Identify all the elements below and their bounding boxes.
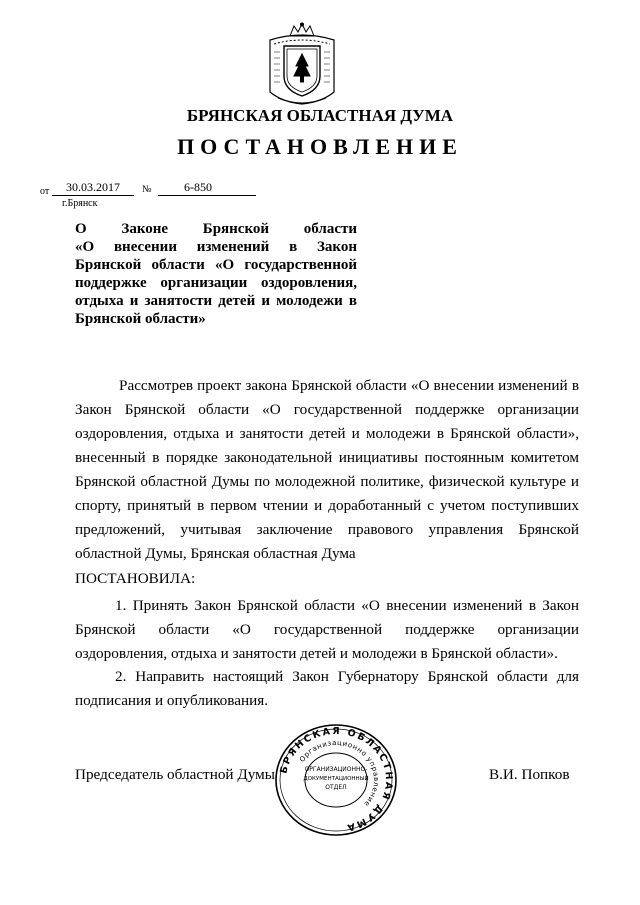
official-stamp xyxy=(274,723,398,837)
paragraph-line: областной Думы, Брянская областная Дума xyxy=(75,545,356,562)
subject-line: «О внесении изменений в Закон xyxy=(75,239,357,255)
coat-of-arms-emblem xyxy=(262,22,342,108)
subject-line: Брянской области» xyxy=(75,311,206,327)
subject-line: О Законе Брянской области xyxy=(75,221,357,237)
decision-item-1 xyxy=(75,594,579,666)
item-line: Брянской области «О государственной поддержке организации xyxy=(75,621,579,638)
organization-name: БРЯНСКАЯ ОБЛАСТНАЯ ДУМА xyxy=(186,106,454,125)
svg-text:Организационно управление xyxy=(298,739,380,808)
document-date: 30.03.2017 xyxy=(52,180,134,196)
document-type-title: ПОСТАНОВЛЕНИЕ xyxy=(177,134,463,159)
signer-title: Председатель областной Думы xyxy=(75,766,275,783)
decision-item-2 xyxy=(75,665,579,713)
preamble-paragraph xyxy=(75,374,579,566)
number-prefix: № xyxy=(142,184,152,195)
paragraph-line: спорту, принятый в первом чтении и доработанный с учетом поступивших xyxy=(75,497,579,514)
item-line: подписания и опубликования. xyxy=(75,692,269,709)
stamp-outer-text: БРЯНСКАЯ ОБЛАСТНАЯ ДУМА xyxy=(278,725,395,834)
decree-word: ПОСТАНОВИЛА: xyxy=(75,570,196,587)
date-prefix: от xyxy=(40,186,50,197)
document-number: 6-850 xyxy=(158,180,256,196)
item-line: оздоровления, отдыха и занятости детей и молодежи в Брянской области». xyxy=(75,645,558,662)
item-line: 2. Направить настоящий Закон Губернатору Брянской области для xyxy=(115,668,579,685)
paragraph-line: Закон Брянской области «О государственной поддержке организации xyxy=(75,401,579,418)
item-line: 1. Принять Закон Брянской области «О внесении изменений в Закон xyxy=(115,597,579,614)
subject-line: отдыха и занятости детей и молодежи в xyxy=(75,293,357,309)
document-subject xyxy=(75,220,357,328)
paragraph-line: оздоровления, отдыха и занятости детей и молодежи в Брянской области», xyxy=(75,425,579,442)
stamp-center-line: ОРГАНИЗАЦИОННО- xyxy=(304,766,368,773)
stamp-inner-text: Организационно управление xyxy=(298,738,381,809)
document-city: г.Брянск xyxy=(62,198,98,209)
paragraph-line: Брянской областной Думы по молодежной политике, физической культуре и xyxy=(75,473,579,490)
paragraph-line: внесенный в порядке законодательной инициативы постоянным комитетом xyxy=(75,449,579,466)
signer-name: В.И. Попков xyxy=(489,766,570,783)
stamp-center-line: ДОКУМЕНТАЦИОННЫЙ xyxy=(303,776,369,782)
subject-line: Брянской области «О государственной xyxy=(75,257,357,273)
subject-line: поддержке организации оздоровления, xyxy=(75,275,357,291)
paragraph-line: предложений, учитывая заключение правового управления Брянской xyxy=(75,521,579,538)
stamp-center-line: ОТДЕЛ xyxy=(325,784,347,791)
paragraph-line: Рассмотрев проект закона Брянской области «О внесении изменений в xyxy=(119,377,579,394)
